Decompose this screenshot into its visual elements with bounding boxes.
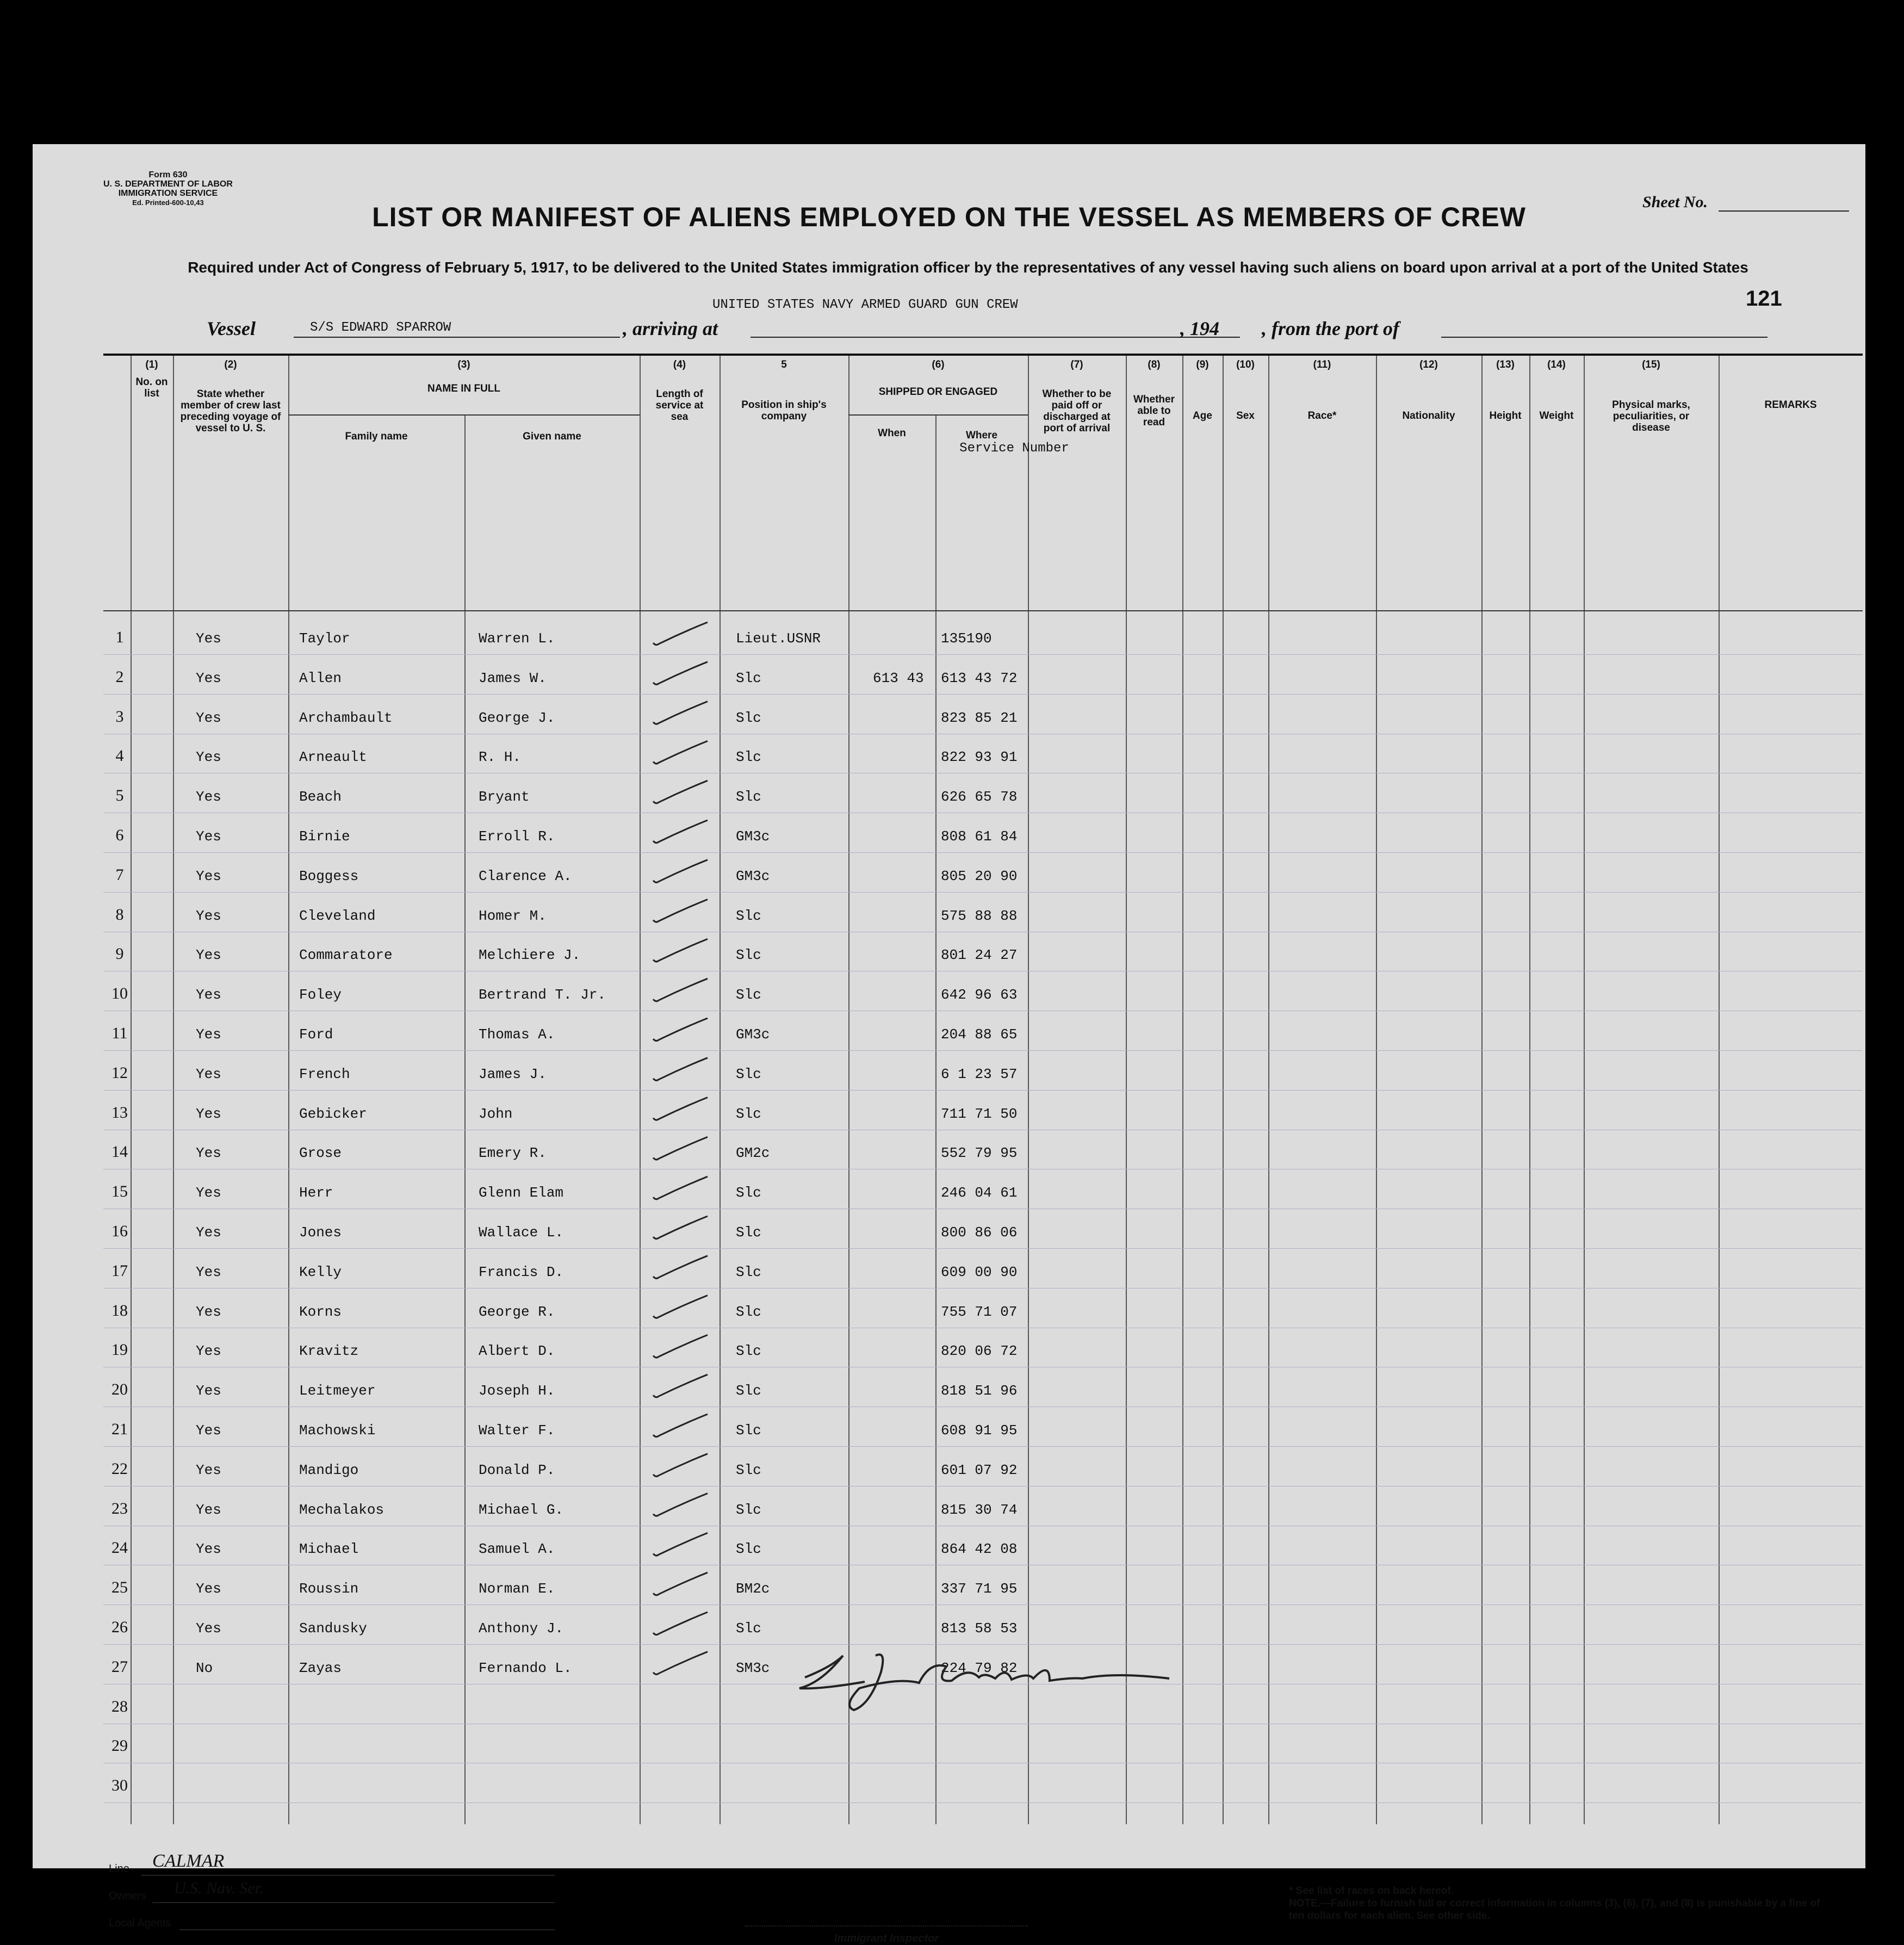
service-number: 822 93 91 — [941, 749, 1018, 766]
family-name: Zayas — [299, 1659, 342, 1676]
header-nationality: Nationality — [1402, 410, 1455, 422]
given-name: Donald P. — [479, 1461, 555, 1478]
row-number: 8 — [115, 905, 124, 924]
given-name: Thomas A. — [479, 1026, 555, 1043]
check-mark — [653, 1652, 708, 1675]
table-row — [103, 618, 1863, 658]
table-row — [103, 1371, 1863, 1410]
given-name: Clarence A. — [479, 868, 572, 884]
position: Slc — [736, 1541, 761, 1558]
table-row — [103, 816, 1863, 856]
position: Slc — [736, 907, 761, 924]
previous-voyage: Yes — [196, 749, 221, 766]
col-number-2: (2) — [224, 359, 237, 370]
armed-guard-note: UNITED STATES NAVY ARMED GUARD GUN CREW — [712, 298, 1018, 312]
previous-voyage: Yes — [196, 987, 221, 1004]
given-name: Joseph H. — [479, 1383, 555, 1399]
row-number: 18 — [111, 1301, 128, 1320]
header-weight: Weight — [1539, 410, 1574, 422]
service-number: 808 61 84 — [941, 828, 1018, 845]
family-name: Mechalakos — [299, 1501, 384, 1518]
table-row — [103, 1252, 1863, 1291]
service-number: 575 88 88 — [941, 907, 1018, 924]
position: SM3c — [736, 1659, 770, 1676]
header-remarks: REMARKS — [1764, 399, 1817, 411]
service-number: 224 79 82 — [941, 1659, 1018, 1676]
service-number: 609 00 90 — [941, 1263, 1018, 1280]
given-name: Bertrand T. Jr. — [479, 987, 606, 1004]
given-name: Homer M. — [479, 907, 547, 924]
check-mark — [653, 820, 708, 843]
given-name: Walter F. — [479, 1422, 555, 1439]
family-name: Michael — [299, 1541, 359, 1558]
given-name: Francis D. — [479, 1263, 564, 1280]
row-number: 5 — [115, 786, 124, 805]
given-name: Emery R. — [479, 1145, 547, 1162]
row-number: 4 — [115, 747, 124, 765]
service-number: 642 96 63 — [941, 987, 1018, 1004]
row-number: 16 — [111, 1222, 128, 1240]
row-number: 1 — [115, 628, 124, 646]
family-name: Herr — [299, 1185, 333, 1201]
family-name: French — [299, 1066, 350, 1082]
service-number: 820 06 72 — [941, 1343, 1018, 1360]
row-number: 17 — [111, 1261, 128, 1280]
position: Slc — [736, 1343, 761, 1360]
races-note: * See list of races on back hereof. — [1289, 1885, 1454, 1897]
col-number-13: (13) — [1496, 359, 1515, 370]
service-number: 204 88 65 — [941, 1026, 1018, 1043]
table-row — [103, 1529, 1863, 1568]
previous-voyage: Yes — [196, 1185, 221, 1201]
given-name: Fernando L. — [479, 1659, 572, 1676]
service-number: 801 24 27 — [941, 947, 1018, 964]
table-row — [103, 1450, 1863, 1489]
family-name: Beach — [299, 789, 342, 806]
position: GM3c — [736, 828, 770, 845]
check-mark — [653, 1414, 708, 1437]
table-row — [103, 1569, 1863, 1608]
table-row — [103, 1173, 1863, 1212]
given-name: Wallace L. — [479, 1224, 564, 1241]
table-row — [103, 658, 1863, 697]
page-title: LIST OR MANIFEST OF ALIENS EMPLOYED ON THE VESSEL AS MEMBERS OF CREW — [372, 202, 1526, 232]
local-agents-label: Local Agents — [109, 1917, 171, 1929]
header-name-in-full: NAME IN FULL — [427, 383, 501, 394]
previous-voyage: Yes — [196, 1145, 221, 1162]
family-name: Commaratore — [299, 947, 393, 964]
table-row — [103, 935, 1863, 974]
check-mark — [653, 900, 708, 922]
position: Slc — [736, 1303, 761, 1320]
previous-voyage: Yes — [196, 1066, 221, 1082]
check-mark — [653, 702, 708, 724]
col-number-6: (6) — [932, 359, 945, 370]
owners-value: U.S. Nav. Ser. — [174, 1879, 264, 1897]
family-name: Boggess — [299, 868, 359, 884]
row-number: 2 — [115, 667, 124, 686]
table-row — [103, 1212, 1863, 1252]
table-row — [103, 698, 1863, 737]
family-name: Allen — [299, 670, 342, 686]
shipped-when: 613 43 — [873, 670, 924, 686]
footnote — [1289, 1885, 1838, 1922]
col-number-15: (15) — [1642, 359, 1660, 370]
service-number: 823 85 21 — [941, 709, 1018, 726]
family-name: Roussin — [299, 1581, 359, 1597]
service-number: 613 43 72 — [941, 670, 1018, 686]
position: Slc — [736, 1620, 761, 1637]
table-row — [103, 1490, 1863, 1529]
family-name: Korns — [299, 1303, 342, 1320]
table-row — [103, 1767, 1863, 1806]
position: Lieut.USNR — [736, 630, 821, 647]
line-label: Line — [109, 1863, 129, 1875]
family-name: Ford — [299, 1026, 333, 1043]
vessel-name: S/S EDWARD SPARROW — [310, 320, 451, 335]
position: Slc — [736, 1501, 761, 1518]
given-name: Norman E. — [479, 1581, 555, 1597]
table-row — [103, 1014, 1863, 1054]
family-name: Archambault — [299, 709, 393, 726]
check-marks — [640, 610, 720, 1807]
family-name: Kelly — [299, 1263, 342, 1280]
check-mark — [653, 1256, 708, 1279]
family-name: Taylor — [299, 630, 350, 647]
header-service-number: Service Number — [959, 441, 1069, 456]
immigrant-inspector-label: Immigrant Inspector — [834, 1932, 939, 1944]
check-mark — [653, 978, 708, 1001]
position: Slc — [736, 947, 761, 964]
vessel-line — [207, 317, 1757, 339]
check-mark — [653, 1572, 708, 1595]
header-previous-voyage: State whether member of crew last preceding voyage of vessel to U. S. — [180, 388, 281, 434]
family-name: Jones — [299, 1224, 342, 1241]
position: Slc — [736, 1263, 761, 1280]
service-number: 601 07 92 — [941, 1461, 1018, 1478]
check-mark — [653, 1533, 708, 1556]
page-number: 121 — [1746, 287, 1782, 311]
given-name: R. H. — [479, 749, 522, 766]
family-name: Machowski — [299, 1422, 376, 1439]
row-number: 21 — [111, 1420, 128, 1438]
table-row — [103, 856, 1863, 895]
col-number-7: (7) — [1070, 359, 1083, 370]
check-mark — [653, 1098, 708, 1120]
penalty-note: NOTE.—Failure to furnish full or correct information in columns (3), (6), (7), and (8) is punishable by a fine of ten dollars for each alien. See other side. — [1289, 1898, 1820, 1922]
service-number: 626 65 78 — [941, 789, 1018, 806]
row-number: 15 — [111, 1182, 128, 1201]
row-number: 14 — [111, 1143, 128, 1161]
header-able-to-read: Whether able to read — [1133, 394, 1175, 428]
line-value: CALMAR — [152, 1851, 225, 1871]
check-mark — [653, 781, 708, 803]
row-number: 30 — [111, 1776, 128, 1795]
table-row — [103, 896, 1863, 935]
service-number: 6 1 23 57 — [941, 1066, 1018, 1082]
print-edition: Ed. Printed-600-10,43 — [132, 199, 204, 207]
service: IMMIGRATION SERVICE — [118, 189, 218, 198]
table-row — [103, 1727, 1863, 1766]
given-name: Anthony J. — [479, 1620, 564, 1637]
col-number-9: (9) — [1196, 359, 1209, 370]
col-number-5: 5 — [781, 359, 787, 370]
col-number-8: (8) — [1148, 359, 1161, 370]
position: Slc — [736, 1066, 761, 1082]
arriving-label: , arriving at — [623, 318, 718, 339]
check-mark — [653, 860, 708, 883]
previous-voyage: Yes — [196, 828, 221, 845]
row-number: 24 — [111, 1539, 128, 1557]
check-mark — [653, 1216, 708, 1239]
previous-voyage: Yes — [196, 868, 221, 884]
position: Slc — [736, 1422, 761, 1439]
check-mark — [653, 622, 708, 645]
previous-voyage: Yes — [196, 670, 221, 686]
header-when: When — [878, 428, 906, 439]
position: GM3c — [736, 868, 770, 884]
family-name: Leitmeyer — [299, 1383, 376, 1399]
service-number: 813 58 53 — [941, 1620, 1018, 1637]
service-number: 864 42 08 — [941, 1541, 1018, 1558]
table-row — [103, 1410, 1863, 1450]
given-name: James W. — [479, 670, 547, 686]
previous-voyage: Yes — [196, 1383, 221, 1399]
check-mark — [653, 1335, 708, 1358]
row-number: 29 — [111, 1737, 128, 1755]
family-name: Kravitz — [299, 1343, 359, 1360]
position: Slc — [736, 1185, 761, 1201]
position: Slc — [736, 1224, 761, 1241]
row-number: 20 — [111, 1380, 128, 1399]
previous-voyage: Yes — [196, 789, 221, 806]
row-number: 25 — [111, 1578, 128, 1597]
row-number: 26 — [111, 1618, 128, 1636]
position: Slc — [736, 1105, 761, 1122]
family-name: Cleveland — [299, 907, 376, 924]
header-length-of-service: Length of service at sea — [655, 388, 704, 423]
table-row — [103, 1133, 1863, 1172]
previous-voyage: Yes — [196, 1026, 221, 1043]
given-name: Warren L. — [479, 630, 555, 647]
check-mark — [653, 939, 708, 962]
position: GM2c — [736, 1145, 770, 1162]
previous-voyage: No — [196, 1659, 213, 1676]
family-name: Gebicker — [299, 1105, 367, 1122]
check-mark — [653, 1454, 708, 1477]
given-name: George R. — [479, 1303, 555, 1320]
table-row — [103, 737, 1863, 776]
given-name: James J. — [479, 1066, 547, 1082]
table-row — [103, 1331, 1863, 1370]
check-mark — [653, 1494, 708, 1516]
previous-voyage: Yes — [196, 1620, 221, 1637]
row-number: 10 — [111, 984, 128, 1003]
check-mark — [653, 1018, 708, 1041]
col-number-12: (12) — [1419, 359, 1438, 370]
previous-voyage: Yes — [196, 709, 221, 726]
col-number-3: (3) — [457, 359, 470, 370]
service-number: 818 51 96 — [941, 1383, 1018, 1399]
row-number: 7 — [115, 865, 124, 884]
previous-voyage: Yes — [196, 1263, 221, 1280]
position: Slc — [736, 709, 761, 726]
service-number: 246 04 61 — [941, 1185, 1018, 1201]
given-name: George J. — [479, 709, 555, 726]
crew-table — [103, 354, 1863, 1824]
previous-voyage: Yes — [196, 1422, 221, 1439]
given-name: Albert D. — [479, 1343, 555, 1360]
header-family-name: Family name — [345, 431, 408, 442]
family-name: Arneault — [299, 749, 367, 766]
row-number: 19 — [111, 1341, 128, 1359]
check-mark — [653, 1176, 708, 1199]
service-number: 711 71 50 — [941, 1105, 1018, 1122]
given-name: Bryant — [479, 789, 530, 806]
col-number-14: (14) — [1547, 359, 1566, 370]
header-age: Age — [1193, 410, 1212, 422]
service-number: 135190 — [941, 630, 992, 647]
check-mark — [653, 1612, 708, 1635]
previous-voyage: Yes — [196, 1501, 221, 1518]
previous-voyage: Yes — [196, 947, 221, 964]
previous-voyage: Yes — [196, 1461, 221, 1478]
port-label: , from the port of — [1262, 318, 1400, 339]
row-number: 12 — [111, 1063, 128, 1082]
service-number: 552 79 95 — [941, 1145, 1018, 1162]
header-paid-off: Whether to be paid off or discharged at port of arrival — [1042, 388, 1112, 434]
vessel-label: Vessel — [207, 318, 256, 339]
table-row — [103, 1608, 1863, 1647]
family-name: Foley — [299, 987, 342, 1004]
position: Slc — [736, 1383, 761, 1399]
row-number: 22 — [111, 1459, 128, 1478]
service-number: 800 86 06 — [941, 1224, 1018, 1241]
sheet-number-label: Sheet No. — [1642, 193, 1708, 211]
service-number: 608 91 95 — [941, 1422, 1018, 1439]
table-row — [103, 1054, 1863, 1093]
service-number: 805 20 90 — [941, 868, 1018, 884]
check-mark — [653, 1374, 708, 1397]
service-number: 755 71 07 — [941, 1303, 1018, 1320]
previous-voyage: Yes — [196, 907, 221, 924]
previous-voyage: Yes — [196, 630, 221, 647]
row-number: 9 — [115, 945, 124, 963]
given-name: Samuel A. — [479, 1541, 555, 1558]
position: Slc — [736, 670, 761, 686]
family-name: Birnie — [299, 828, 350, 845]
table-row — [103, 975, 1863, 1014]
year-label: , 194 — [1180, 318, 1219, 339]
check-mark — [653, 741, 708, 764]
check-mark — [653, 1058, 708, 1081]
family-name: Sandusky — [299, 1620, 367, 1637]
previous-voyage: Yes — [196, 1581, 221, 1597]
header-where: Where — [965, 430, 998, 441]
table-row — [103, 1094, 1863, 1133]
family-name: Grose — [299, 1145, 342, 1162]
department: U. S. DEPARTMENT OF LABOR — [103, 179, 233, 189]
header-sex: Sex — [1236, 410, 1255, 422]
header-race: Race* — [1307, 410, 1337, 422]
form-number: Form 630 — [148, 170, 188, 179]
header-no-on-list: No. on list — [135, 376, 168, 399]
owners-label: Owners — [109, 1890, 146, 1902]
row-number: 6 — [115, 826, 124, 844]
given-name: Michael G. — [479, 1501, 564, 1518]
position: BM2c — [736, 1581, 770, 1597]
row-number: 13 — [111, 1103, 128, 1122]
header-physical-marks: Physical marks, peculiarities, or disease — [1612, 399, 1690, 433]
given-name: John — [479, 1105, 513, 1122]
check-mark — [653, 662, 708, 685]
header-shipped-engaged: SHIPPED OR ENGAGED — [878, 386, 998, 398]
check-mark — [653, 1296, 708, 1318]
given-name: Melchiere J. — [479, 947, 581, 964]
position: Slc — [736, 749, 761, 766]
header-position: Position in ship's company — [741, 399, 827, 422]
given-name: Erroll R. — [479, 828, 555, 845]
table-row — [103, 1292, 1863, 1331]
previous-voyage: Yes — [196, 1343, 221, 1360]
col-number-4: (4) — [673, 359, 686, 370]
given-name: Glenn Elam — [479, 1185, 564, 1201]
previous-voyage: Yes — [196, 1105, 221, 1122]
header-height: Height — [1489, 410, 1522, 422]
previous-voyage: Yes — [196, 1541, 221, 1558]
row-number: 27 — [111, 1657, 128, 1676]
col-number-10: (10) — [1236, 359, 1255, 370]
row-number: 11 — [111, 1024, 128, 1042]
position: GM3c — [736, 1026, 770, 1043]
position: Slc — [736, 1461, 761, 1478]
inspector-signature — [789, 1645, 1180, 1715]
table-row — [103, 777, 1863, 816]
row-number: 23 — [111, 1499, 128, 1517]
previous-voyage: Yes — [196, 1224, 221, 1241]
family-name: Mandigo — [299, 1461, 359, 1478]
header-given-name: Given name — [523, 431, 581, 442]
service-number: 815 30 74 — [941, 1501, 1018, 1518]
page-subtitle: Required under Act of Congress of February 5, 1917, to be delivered to the United States immigration officer by the representatives of any vessel having such aliens on board upon arrival at a port of the United States — [188, 259, 1748, 276]
check-mark — [653, 1137, 708, 1160]
manifest-sheet — [33, 144, 1865, 1944]
row-number: 28 — [111, 1697, 128, 1715]
col-number-1: (1) — [145, 359, 158, 370]
position: Slc — [736, 789, 761, 806]
previous-voyage: Yes — [196, 1303, 221, 1320]
position: Slc — [736, 987, 761, 1004]
row-number: 3 — [115, 707, 124, 726]
col-number-11: (11) — [1313, 359, 1331, 370]
service-number: 337 71 95 — [941, 1581, 1018, 1597]
